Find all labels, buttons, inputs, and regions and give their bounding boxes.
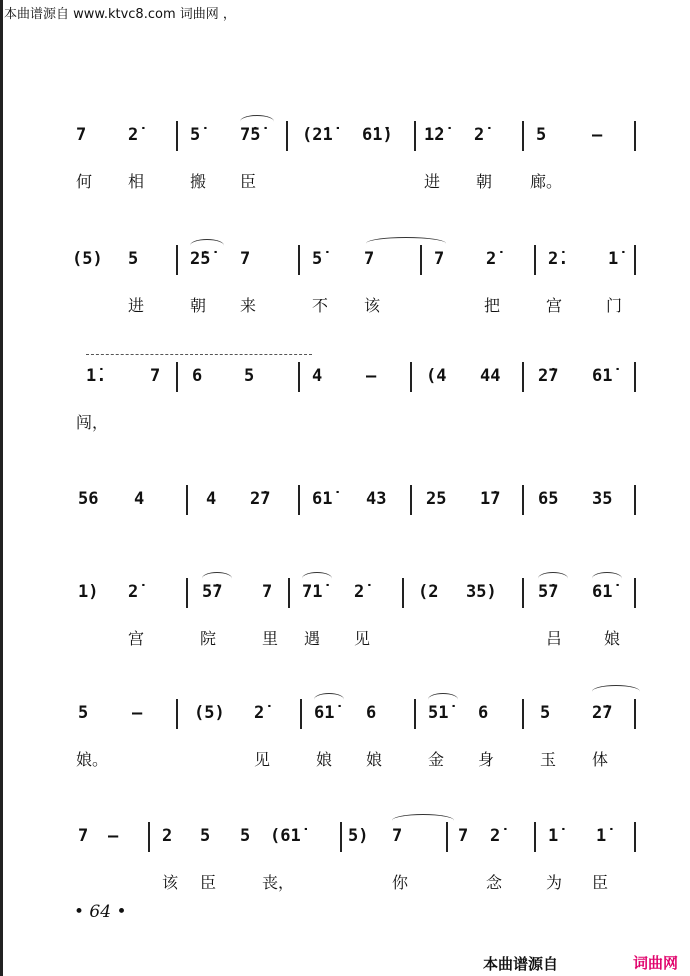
lyrics-line xyxy=(0,169,690,193)
note: (5) xyxy=(194,703,225,723)
bar-line xyxy=(300,699,302,729)
note: 43 xyxy=(366,489,387,509)
note: 71̇ xyxy=(302,582,323,602)
bar-line xyxy=(176,245,178,275)
lyric: 金 xyxy=(428,750,445,769)
bar-line xyxy=(410,485,412,515)
note: 5 xyxy=(536,125,547,145)
lyric: 何 xyxy=(76,172,93,191)
lyric: 臣 xyxy=(240,172,257,191)
slur xyxy=(302,572,332,585)
note: 2̇. xyxy=(548,249,569,269)
note: 5 xyxy=(78,703,89,723)
note: 61̇ xyxy=(592,366,613,386)
note: 2̇ xyxy=(128,125,139,145)
lyric: 该 xyxy=(364,296,381,315)
lyric: 见 xyxy=(354,629,371,648)
lyric: 臣 xyxy=(200,873,217,892)
lyric: 娘 xyxy=(604,629,621,648)
note: 56 xyxy=(78,489,99,509)
bar-line xyxy=(634,485,636,515)
note: – xyxy=(366,366,377,386)
note: 61̇ xyxy=(312,489,333,509)
bar-line xyxy=(186,578,188,608)
note: 2̇ xyxy=(128,582,139,602)
lyric: 娘。 xyxy=(76,750,109,769)
note: 4 xyxy=(206,489,217,509)
lyric: 朝 xyxy=(190,296,207,315)
note: 61̇ xyxy=(314,703,335,723)
lyric: 来 xyxy=(240,296,257,315)
note: (61̇ xyxy=(270,826,301,846)
lyric: 把 xyxy=(484,296,501,315)
page-number: • 64 • xyxy=(74,902,127,922)
note: 1̇ xyxy=(548,826,559,846)
note: 2̇7 xyxy=(592,703,613,723)
lyric: 朝 xyxy=(476,172,493,191)
lyric: 宫 xyxy=(546,296,563,315)
tie xyxy=(392,814,454,827)
bar-line xyxy=(634,578,636,608)
note: 5 xyxy=(240,826,251,846)
lyric: 丧， xyxy=(262,873,295,892)
bar-line xyxy=(522,699,524,729)
note: (2 xyxy=(418,582,439,602)
note: 1̇7 xyxy=(480,489,501,509)
lyric: 宫 xyxy=(128,629,145,648)
dotted-slur xyxy=(86,354,312,355)
note: 2̇ xyxy=(490,826,501,846)
lyric: 身 xyxy=(478,750,495,769)
note: 2̇ xyxy=(486,249,497,269)
lyric: 念 xyxy=(486,873,503,892)
footer-brand-logo: 词曲网 xyxy=(633,954,679,972)
note: 5 xyxy=(128,249,139,269)
footer-source-note: 本曲谱源自 xyxy=(483,955,559,973)
note: 44 xyxy=(480,366,501,386)
note: 35 xyxy=(592,489,613,509)
bar-line xyxy=(634,699,636,729)
note: 7 xyxy=(78,826,89,846)
note: 7 xyxy=(76,125,87,145)
slur xyxy=(190,239,224,252)
lyric: 门 xyxy=(606,296,623,315)
note: 7 xyxy=(240,249,251,269)
note: 7̇5̇ xyxy=(240,125,261,145)
lyric: 玉 xyxy=(540,750,557,769)
bar-line xyxy=(634,362,636,392)
bar-line xyxy=(340,822,342,852)
note: 2 xyxy=(162,826,173,846)
note: 5 xyxy=(244,366,255,386)
bar-line xyxy=(186,485,188,515)
bar-line xyxy=(522,362,524,392)
lyric: 见 xyxy=(254,750,271,769)
slur xyxy=(538,572,568,585)
note: – xyxy=(592,125,603,145)
note: 1̇2̇ xyxy=(424,125,445,145)
bar-line xyxy=(522,121,524,151)
note: 51̇ xyxy=(428,703,449,723)
note: 6 xyxy=(366,703,377,723)
note: 2̇ xyxy=(354,582,365,602)
note: 5) xyxy=(348,826,369,846)
bar-line xyxy=(634,822,636,852)
note: 7 xyxy=(392,826,403,846)
notation-line xyxy=(0,125,690,151)
tie xyxy=(366,237,446,250)
bar-line xyxy=(522,485,524,515)
note: 2̇5̇ xyxy=(190,249,211,269)
bar-line xyxy=(534,245,536,275)
note: 1̇ xyxy=(608,249,619,269)
slur xyxy=(428,693,458,706)
note: 5 xyxy=(200,826,211,846)
note: 7 xyxy=(434,249,445,269)
notation-line xyxy=(0,489,690,515)
lyric: 院 xyxy=(200,629,217,648)
lyric: 里 xyxy=(262,629,279,648)
notation-line xyxy=(0,582,690,608)
bar-line xyxy=(634,245,636,275)
note: 2̇ xyxy=(474,125,485,145)
note: – xyxy=(108,826,119,846)
note: 6 xyxy=(478,703,489,723)
note: (2̇1̇ xyxy=(302,125,333,145)
bar-line xyxy=(298,362,300,392)
lyric: 你 xyxy=(392,873,409,892)
note: – xyxy=(132,703,143,723)
slur xyxy=(314,693,344,706)
tie xyxy=(592,685,640,698)
lyric: 体 xyxy=(592,750,609,769)
note: 2̇7 xyxy=(250,489,271,509)
lyric: 娘 xyxy=(316,750,333,769)
lyrics-line xyxy=(0,870,690,894)
note: 4 xyxy=(134,489,145,509)
bar-line xyxy=(410,362,412,392)
bar-line xyxy=(446,822,448,852)
lyric: 该 xyxy=(162,873,179,892)
bar-line xyxy=(522,578,524,608)
lyric: 进 xyxy=(424,172,441,191)
lyric: 臣 xyxy=(592,873,609,892)
lyric: 吕 xyxy=(546,629,563,648)
bar-line xyxy=(148,822,150,852)
note: 4 xyxy=(312,366,323,386)
slur xyxy=(202,572,232,585)
note: 25 xyxy=(426,489,447,509)
bar-line xyxy=(402,578,404,608)
lyrics-line xyxy=(0,410,690,434)
lyric: 进 xyxy=(128,296,145,315)
notation-line xyxy=(0,703,690,729)
lyric: 相 xyxy=(128,172,145,191)
lyric: 娘 xyxy=(366,750,383,769)
note: 61̇ xyxy=(592,582,613,602)
lyric: 为 xyxy=(546,873,563,892)
note: (4 xyxy=(426,366,447,386)
notation-line xyxy=(0,366,690,392)
notation-line xyxy=(0,826,690,852)
note: 2̇7 xyxy=(538,366,559,386)
note: 1) xyxy=(78,582,99,602)
note: 7 xyxy=(364,249,375,269)
note: 5 xyxy=(540,703,551,723)
bar-line xyxy=(414,121,416,151)
note: 7 xyxy=(458,826,469,846)
note: 5̇ xyxy=(190,125,201,145)
note: 5̇7 xyxy=(538,582,559,602)
note: 6 xyxy=(192,366,203,386)
note: 7 xyxy=(150,366,161,386)
bar-line xyxy=(298,245,300,275)
note: 35) xyxy=(466,582,497,602)
note: 5̇ xyxy=(312,249,323,269)
lyrics-line xyxy=(0,747,690,771)
lyric: 不 xyxy=(312,296,329,315)
header-source-note: 本曲谱源自 www.ktvc8.com 词曲网 ， xyxy=(4,7,236,22)
bar-line xyxy=(176,362,178,392)
lyrics-line xyxy=(0,626,690,650)
note: 2̇ xyxy=(254,703,265,723)
note: 1̇ xyxy=(596,826,607,846)
slur xyxy=(592,572,622,585)
note: 1̇. xyxy=(86,366,107,386)
bar-line xyxy=(176,699,178,729)
lyrics-line xyxy=(0,293,690,317)
lyric: 搬 xyxy=(190,172,207,191)
lyric: 闯， xyxy=(76,413,109,432)
note: 6̇1̇) xyxy=(362,125,393,145)
notation-line xyxy=(0,249,690,275)
bar-line xyxy=(298,485,300,515)
note: 65 xyxy=(538,489,559,509)
note: 5̇7 xyxy=(202,582,223,602)
slur xyxy=(240,115,274,128)
bar-line xyxy=(286,121,288,151)
bar-line xyxy=(176,121,178,151)
bar-line xyxy=(634,121,636,151)
note: (5) xyxy=(72,249,103,269)
bar-line xyxy=(414,699,416,729)
lyric: 廊。 xyxy=(530,172,563,191)
lyric: 遇 xyxy=(304,629,321,648)
bar-line xyxy=(288,578,290,608)
note: 7 xyxy=(262,582,273,602)
bar-line xyxy=(534,822,536,852)
